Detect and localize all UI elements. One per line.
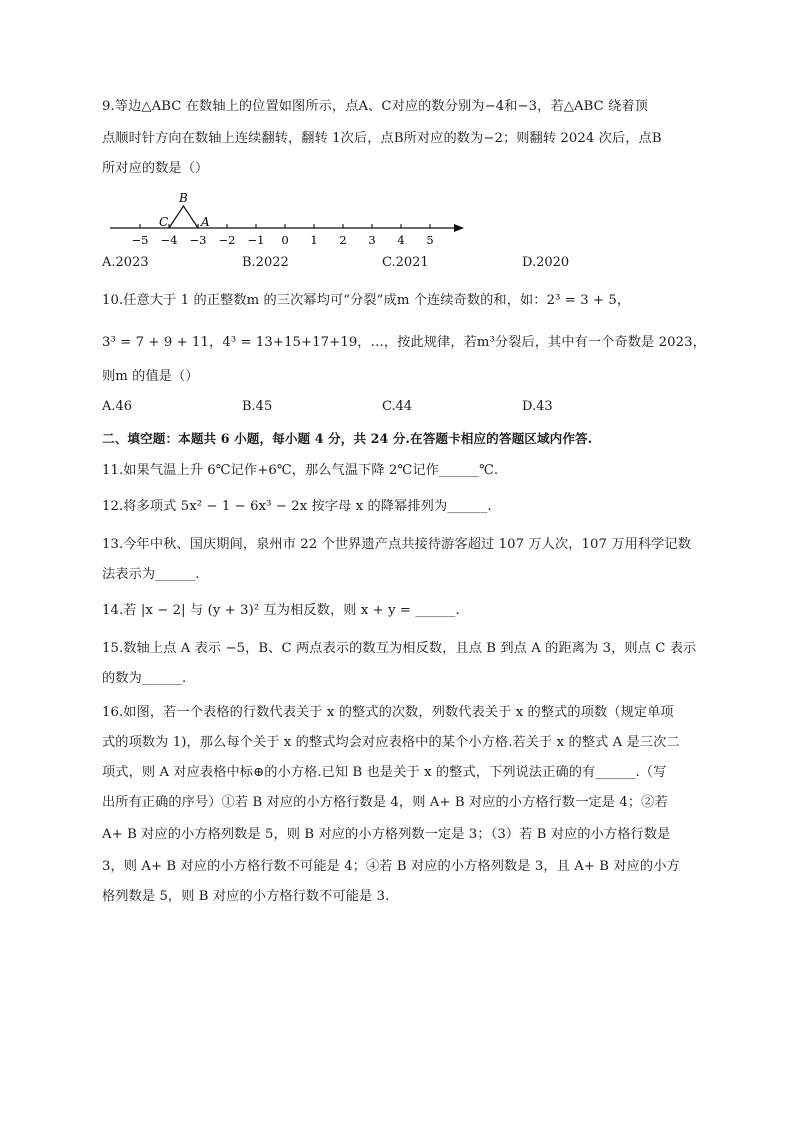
q10-option-d[interactable]: D.43 [522, 399, 553, 414]
q16-line-6: 3，则 A+ B 对应的小方格行数不可能是 4；④若 B 对应的小方格列数是 3，且 A+ B 对应的小方 [102, 859, 680, 874]
q9-option-d[interactable]: D.2020 [522, 255, 570, 270]
q12-line-1: 12.将多项式 5x² − 1 − 6x³ − 2x 按字母 x 的降幂排列为______. [102, 499, 492, 514]
q11-line-1: 11.如果气温上升 6℃记作+6℃，那么气温下降 2℃记作______℃. [102, 463, 499, 478]
q13-line-2: 法表示为______. [102, 567, 200, 582]
number-line-tick-label: −2 [218, 233, 236, 247]
q9-line-3: 所对应的数是（） [102, 161, 209, 176]
q16-line-2: 式的项数为 1)，那么每个关于 x 的整式均会对应表格中的某个小方格.若关于 x 的整式 A 是三次二 [102, 735, 680, 750]
q9-line-2: 点顺时针方向在数轴上连续翻转，翻转 1次后，点B所对应的数为−2；则翻转 2024 次后，点B [102, 131, 662, 146]
triangle-abc [169, 206, 198, 228]
q10-option-a[interactable]: A.46 [102, 399, 133, 414]
q16-line-5: A+ B 对应的小方格列数是 5，则 B 对应的小方格列数一定是 3；（3）若 B 对应的小方格行数是 [102, 827, 671, 842]
q10-line-3: 则m 的值是（） [102, 369, 199, 384]
q13-line-1: 13.今年中秋、国庆期间，泉州市 22 个世界遗产点共接待游客超过 107 万人次，107 万用科学记数 [102, 537, 692, 552]
q9-option-b[interactable]: B.2022 [242, 255, 289, 270]
q9-option-a[interactable]: A.2023 [102, 255, 149, 270]
q15-line-1: 15.数轴上点 A 表示 −5，B、C 两点表示的数互为相反数，且点 B 到点 A 的距离为 3，则点 C 表示 [102, 641, 697, 656]
q16-line-4: 出所有正确的序号）①若 B 对应的小方格行数是 4，则 A+ B 对应的小方格行数一定是 4；②若 [102, 795, 668, 810]
number-line-tick-label: 1 [310, 233, 318, 247]
point-label-c: C [159, 215, 169, 229]
q16-line-7: 格列数是 5，则 B 对应的小方格行数不可能是 3. [102, 889, 390, 904]
point-label-a: A [201, 215, 210, 229]
q9-options [102, 254, 702, 272]
number-line-tick-label: −4 [160, 233, 178, 247]
q14-line-1: 14.若 |x − 2| 与 (y + 3)² 互为相反数，则 x + y = ______. [102, 603, 460, 618]
number-line-tick-label: 4 [397, 233, 405, 247]
q10-option-b[interactable]: B.45 [242, 399, 273, 414]
number-line-tick-label: 0 [281, 233, 289, 247]
number-line-tick-label: 2 [339, 233, 347, 247]
q9-line-1: 9.等边△ABC 在数轴上的位置如图所示，点A、C对应的数分别为−4和−3，若△ABC 绕着顶 [102, 99, 648, 114]
q10-options [102, 398, 702, 416]
number-line-tick-label: −5 [131, 233, 149, 247]
point-label-b: B [179, 191, 188, 205]
q10-line-1: 10.任意大于 1 的正整数m 的三次幂均可“分裂”成m 个连续奇数的和，如：2³ = 3 + 5， [102, 293, 631, 308]
number-line-tick-label: 5 [426, 233, 434, 247]
section-heading-fill-in: 二、填空题：本题共 6 小题，每小题 4 分，共 24 分.在答题卡相应的答题区域内作答. [102, 431, 593, 446]
number-line-tick-label: 3 [368, 233, 376, 247]
q9-option-c[interactable]: C.2021 [382, 255, 429, 270]
q10-option-c[interactable]: C.44 [382, 399, 413, 414]
q16-line-1: 16.如图，若一个表格的行数代表关于 x 的整式的次数，列数代表关于 x 的整式的项数（规定单项 [102, 705, 674, 720]
number-line-tick-label: −1 [247, 233, 265, 247]
q15-line-2: 的数为______. [102, 671, 187, 686]
number-line-arrow [454, 224, 464, 232]
number-line-figure [106, 188, 476, 250]
q16-line-3: 项式，则 A 对应表格中标⊕的小方格.已知 B 也是关于 x 的整式，下列说法正确的有______.（写 [102, 765, 667, 780]
q10-line-2: 3³ = 7 + 9 + 11，4³ = 13+15+17+19，…，按此规律，若m³分裂后，其中有一个奇数是 2023， [102, 335, 706, 350]
number-line-tick-label: −3 [189, 233, 207, 247]
